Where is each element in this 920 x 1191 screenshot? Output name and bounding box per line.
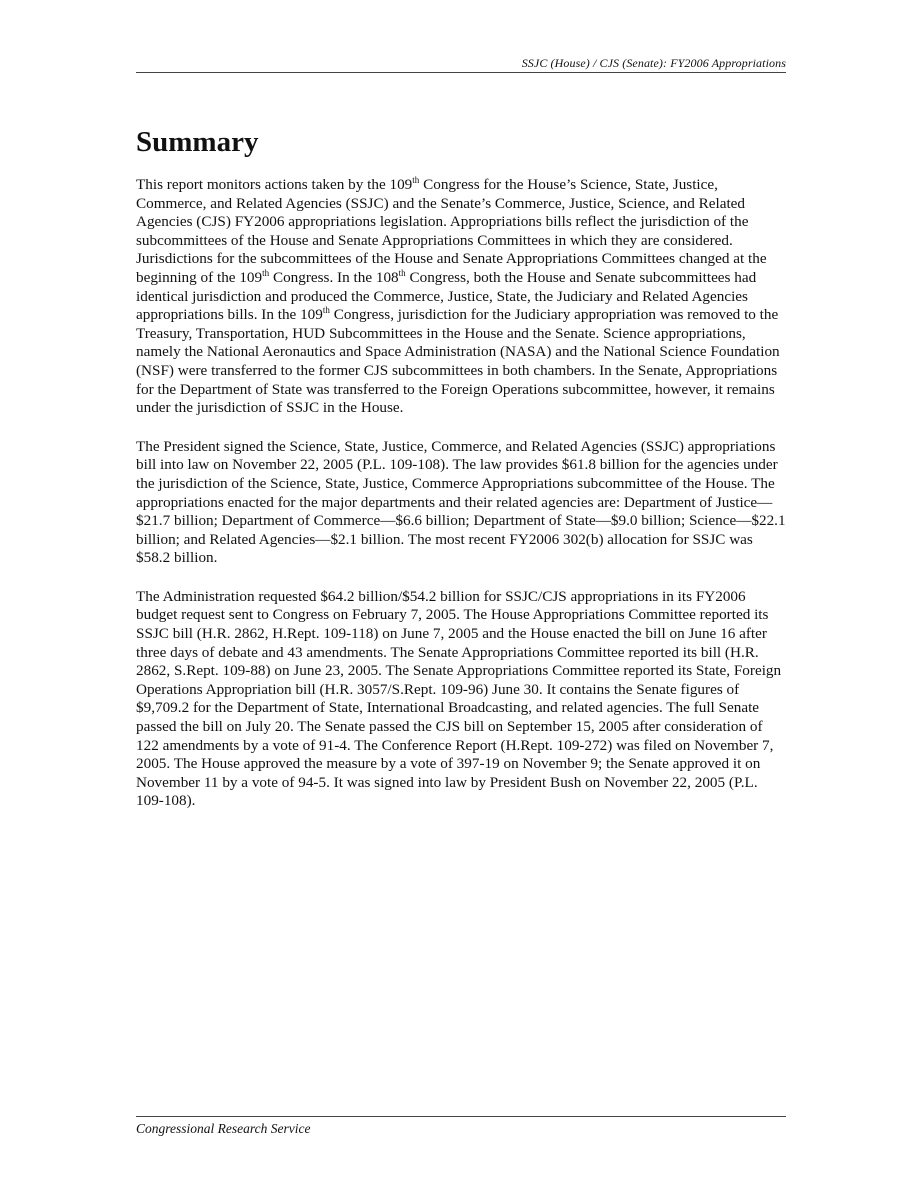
paragraph-1-part-2: Congress for the House’s Science, State, Justice, Commerce, and Related Agencies (SSJC) and the Senate’s Commerce, Justice, Science, and Related Agencies (CJS) FY2006 appropriations legislation. Appropriations bills reflect the jurisdiction of the subcommittees of the House and Senate Appropriations Committees in which they are considered. Jurisdictions for the subcommittees of the House and Senate Appropriations Committees changed at the beginning of the 109 bbox=[136, 176, 767, 286]
page-title: Summary bbox=[136, 126, 259, 158]
running-footer: Congressional Research Service bbox=[136, 1121, 311, 1136]
summary-body bbox=[136, 176, 788, 831]
paragraph-2: The President signed the Science, State, Justice, Commerce, and Related Agencies (SSJC) appropriations bill into law on November 22, 2005 (P.L. 109-108). The law provides $61.8 billion for the agencies under the jurisdiction of the Science, State, Justice, Commerce Appropriations subcommittee of the House. The appropriations enacted for the major departments and their related agencies are: Department of Justice—$21.7 billion; Department of Commerce—$6.6 billion; Department of State—$9.0 billion; Science—$22.1 billion; and Related Agencies—$2.1 billion. The most recent FY2006 302(b) allocation for SSJC was $58.2 billion. bbox=[136, 437, 786, 567]
paragraph-1-part-4: Congress, both the House and Senate subcommittees had identical jurisdiction and produced the Commerce, Justice, State, the Judiciary and Related Agencies appropriations bills. In the 109 bbox=[136, 268, 757, 324]
paragraph-1-part-1: This report monitors actions taken by the 109 bbox=[136, 176, 413, 193]
footer-divider bbox=[136, 1116, 786, 1117]
superscript-th: th bbox=[398, 267, 406, 278]
superscript-th: th bbox=[262, 267, 270, 278]
paragraph-1-part-5: Congress, jurisdiction for the Judiciary appropriation was removed to the Treasury, Transportation, HUD Subcommittees in the House and the Senate. Science appropriations, namely the National Aeronautics and Space Administration (NASA) and the National Science Foundation (NSF) were transferred to the former CJS subcommittees in both chambers. In the Senate, Appropriations for the Department of State was transferred to the Foreign Operations subcommittee, however, it remains under the jurisdiction of SSJC in the House. bbox=[136, 306, 780, 417]
running-header: SSJC (House) / CJS (Senate): FY2006 Appropriations bbox=[521, 56, 786, 70]
superscript-th: th bbox=[412, 174, 420, 185]
header-divider bbox=[136, 72, 786, 73]
paragraph-1 bbox=[136, 176, 788, 418]
superscript-th: th bbox=[322, 305, 330, 316]
paragraph-3: The Administration requested $64.2 billion/$54.2 billion for SSJC/CJS appropriations in its FY2006 budget request sent to Congress on February 7, 2005. The House Appropriations Committee reported its SSJC bill (H.R. 2862, H.Rept. 109-118) on June 7, 2005 and the House enacted the bill on June 16 after three days of debate and 43 amendments. The Senate Appropriations Committee reported its bill (H.R. 2862, S.Rept. 109-88) on June 23, 2005. The Senate Appropriations Committee reported its State, Foreign Operations Appropriation bill (H.R. 3057/S.Rept. 109-96) June 30. It contains the Senate figures of $9,709.2 for the Department of State, International Broadcasting, and related agencies. The full Senate passed the bill on July 20. The Senate passed the CJS bill on September 15, 2005 after consideration of 122 amendments by a vote of 91-4. The Conference Report (H.Rept. 109-272) was filed on November 7, 2005. The House approved the measure by a vote of 397-19 on November 9; the Senate approved it on November 11 by a vote of 94-5. It was signed into law by President Bush on November 22, 2005 (P.L. 109-108). bbox=[136, 587, 782, 810]
paragraph-1-part-3: Congress. In the 108 bbox=[269, 268, 399, 286]
